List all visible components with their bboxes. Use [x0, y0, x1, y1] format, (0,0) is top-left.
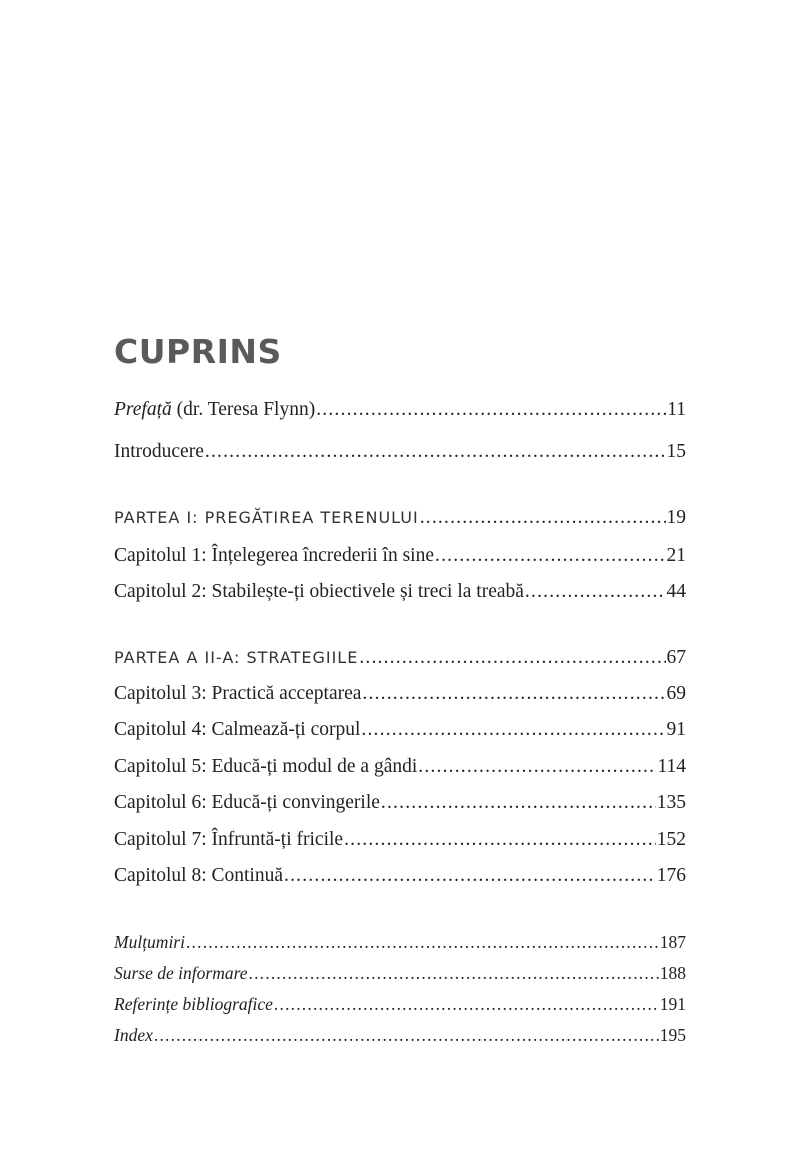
dot-leader	[359, 645, 665, 671]
toc-page-number: 44	[666, 581, 686, 602]
toc-page-number: 114	[657, 756, 686, 777]
toc-page-number: 67	[666, 647, 686, 668]
toc-entry-chapter-8[interactable]	[114, 863, 686, 889]
dot-leader	[316, 397, 666, 423]
toc-page-number: 21	[666, 545, 686, 566]
toc-entry-chapter-2[interactable]	[114, 579, 686, 605]
toc-entry-introduction[interactable]	[114, 439, 686, 465]
dot-leader	[249, 961, 659, 985]
toc-part-label: PARTEA A II-A: STRATEGIILE	[114, 648, 359, 667]
dot-leader	[274, 992, 659, 1016]
toc-page-number: 176	[656, 865, 686, 886]
dot-leader	[435, 543, 665, 569]
toc-entry-chapter-7[interactable]	[114, 827, 686, 853]
dot-leader	[186, 930, 659, 954]
toc-part-label: PARTEA I: PREGĂTIREA TERENULUI	[114, 508, 419, 527]
dot-leader	[154, 1023, 659, 1047]
toc-entry-index[interactable]	[114, 1023, 686, 1047]
dot-leader	[205, 439, 666, 465]
toc-page-number: 135	[656, 792, 686, 813]
toc-page-number: 195	[659, 1025, 686, 1045]
toc-entry-label: Capitolul 7: Înfruntă-ți fricile	[114, 829, 344, 850]
toc-page-number: 187	[659, 932, 686, 952]
toc-entry-label: Surse de informare	[114, 963, 248, 983]
toc-part-2-heading[interactable]	[114, 645, 686, 671]
toc-entry-label: Capitolul 8: Continuă	[114, 865, 283, 886]
toc-entry-preface[interactable]	[114, 397, 686, 423]
toc-entry-resources[interactable]	[114, 961, 686, 985]
dot-leader	[344, 827, 656, 853]
toc-page-number: 152	[656, 829, 686, 850]
toc-entry-label: Referințe bibliografice	[114, 994, 273, 1014]
toc-page-number: 188	[659, 963, 686, 983]
toc-entry-references[interactable]	[114, 992, 686, 1016]
toc-entry-label: Index	[114, 1025, 153, 1045]
toc-entry-label: Mulțumiri	[114, 932, 185, 952]
toc-entry-label: Introducere	[114, 441, 204, 462]
dot-leader	[525, 579, 666, 605]
toc-entry-chapter-1[interactable]	[114, 543, 686, 569]
toc-entry-label	[114, 397, 315, 423]
toc-entry-chapter-6[interactable]	[114, 790, 686, 816]
toc-page-number: 15	[666, 441, 686, 462]
toc-entry-chapter-4[interactable]	[114, 717, 686, 743]
toc-page-number: 19	[666, 507, 686, 528]
toc-entry-chapter-5[interactable]	[114, 754, 686, 780]
dot-leader	[362, 681, 665, 707]
toc-page-number: 91	[666, 719, 686, 740]
preface-author-label: (dr. Teresa Flynn)	[171, 399, 316, 420]
toc-entry-label: Capitolul 2: Stabilește-ți obiectivele și treci la treabă	[114, 581, 524, 602]
dot-leader	[418, 754, 656, 780]
dot-leader	[381, 790, 656, 816]
dot-leader	[420, 505, 666, 531]
toc-entry-label: Capitolul 5: Educă-ți modul de a gândi	[114, 756, 418, 777]
toc-page-number: 69	[666, 683, 686, 704]
dot-leader	[284, 863, 656, 889]
toc-entry-label: Capitolul 1: Înțelegerea încrederii în sine	[114, 545, 435, 566]
toc-entry-chapter-3[interactable]	[114, 681, 686, 707]
toc-entry-label: Capitolul 6: Educă-ți convingerile	[114, 792, 380, 813]
toc-page-number: 191	[659, 994, 686, 1014]
toc-entry-label: Capitolul 4: Calmează-ți corpul	[114, 719, 361, 740]
preface-italic-label: Prefață	[114, 399, 172, 420]
toc-part-1-heading[interactable]	[114, 505, 686, 531]
dot-leader	[361, 717, 665, 743]
toc-page-number: 11	[667, 399, 686, 420]
page-title: CUPRINS	[114, 332, 282, 371]
toc-entry-acknowledgements[interactable]	[114, 930, 686, 954]
toc-entry-label: Capitolul 3: Practică acceptarea	[114, 683, 362, 704]
